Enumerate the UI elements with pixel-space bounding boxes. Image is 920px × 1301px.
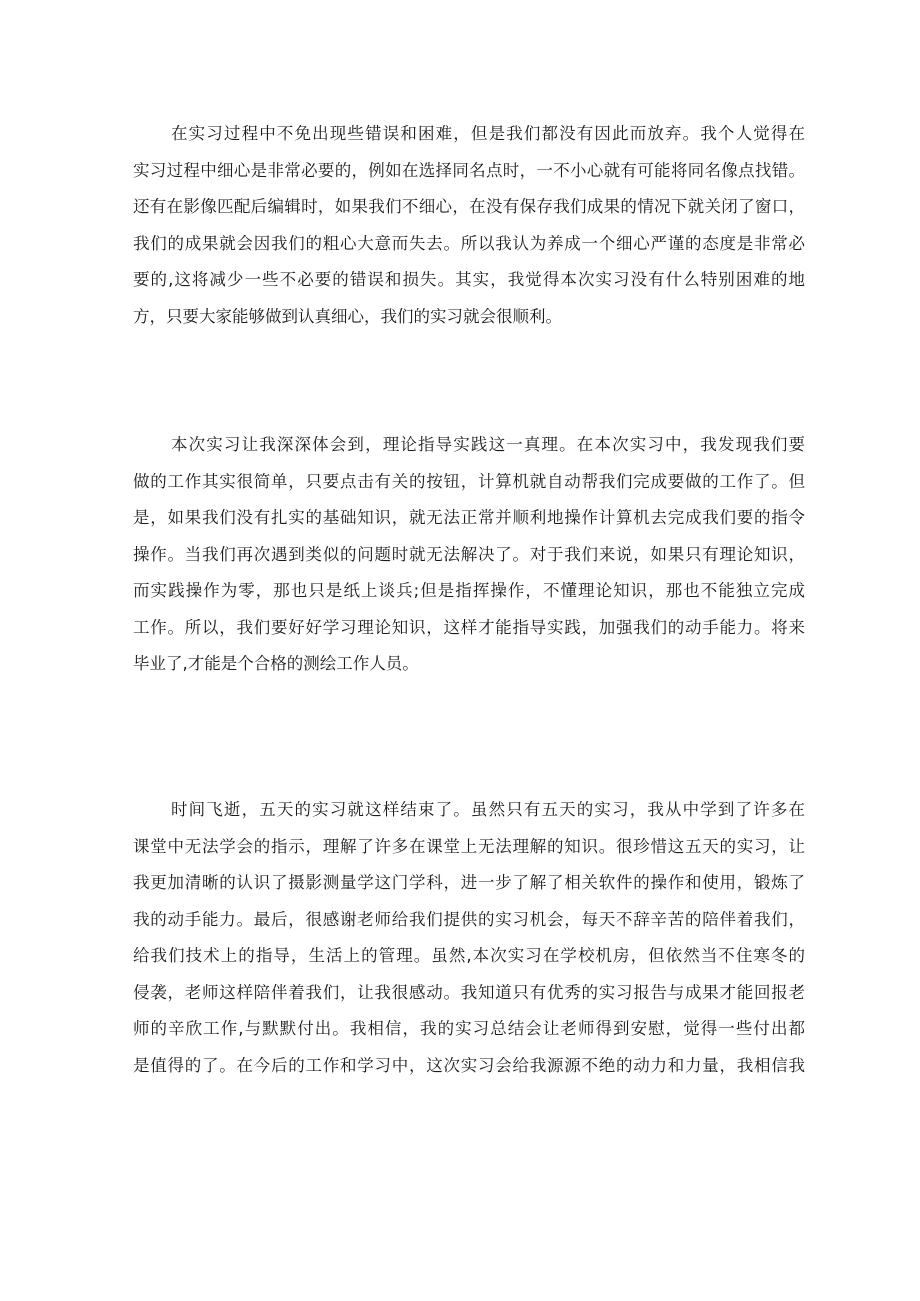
text-line: 时间飞逝，五天的实习就这样结束了。虽然只有五天的实习，我从中学到了许多在 (171, 800, 805, 819)
text-line: 方，只要大家能够做到认真细心，我们的实习就会很顺利。 (133, 306, 562, 326)
text-line: 还有在影像匹配后编辑时，如果我们不细心，在没有保存我们成果的情况下就关闭了窗口， (133, 197, 805, 216)
paragraph-3 (133, 792, 805, 1084)
text-line: 侵袭，老师这样陪伴着我们，让我很感动。我知道只有优秀的实习报告与成果才能回报老 (133, 982, 805, 1002)
text-line: 做的工作其实很简单，只要点击有关的按钮，计算机就自动帮我们完成要做的工作了。但 (133, 471, 805, 491)
paragraph-2 (133, 427, 805, 683)
text-line: 而实践操作为零，那也只是纸上谈兵;但是指挥操作，不懂理论知识，那也不能独立完成 (133, 581, 805, 600)
text-line: 工作。所以，我们要好好学习理论知识，这样才能指导实践，加强我们的动手能力。将来 (133, 617, 805, 637)
text-line: 在实习过程中不免出现些错误和困难，但是我们都没有因此而放弃。我个人觉得在 (171, 124, 805, 143)
text-line: 给我们技术上的指导，生活上的管理。虽然,本次实习在学校机房，但依然当不住寒冬的 (133, 946, 805, 965)
text-line: 我们的成果就会因我们的粗心大意而失去。所以我认为养成一个细心严谨的态度是非常必 (133, 233, 805, 253)
text-line: 师的辛欣工作,与默默付出。我相信，我的实习总结会让老师得到安慰，觉得一些付出都 (133, 1019, 805, 1038)
text-line: 毕业了,才能是个合格的测绘工作人员。 (133, 654, 419, 673)
text-line: 课堂中无法学会的指示，理解了许多在课堂上无法理解的知识。很珍惜这五天的实习，让 (133, 836, 805, 856)
text-line: 实习过程中细心是非常必要的，例如在选择同名点时，一不小心就有可能将同名像点找错。 (133, 160, 805, 180)
text-line: 要的,这将减少一些不必要的错误和损失。其实，我觉得本次实习没有什么特别困难的地 (133, 270, 805, 289)
text-line: 是，如果我们没有扎实的基础知识，就无法正常并顺利地操作计算机去完成我们要的指令 (133, 508, 805, 527)
text-line: 我更加清晰的认识了摄影测量学这门学科，进一步了解了相关软件的操作和使用，锻炼了 (133, 873, 805, 892)
text-line: 是值得的了。在今后的工作和学习中，这次实习会给我源源不绝的动力和力量，我相信我 (133, 1055, 805, 1075)
text-line: 本次实习让我深深体会到，理论指导实践这一真理。在本次实习中，我发现我们要 (171, 435, 805, 454)
text-line: 操作。当我们再次遇到类似的问题时就无法解决了。对于我们来说，如果只有理论知识， (133, 544, 805, 564)
paragraph-1 (133, 116, 805, 335)
text-line: 我的动手能力。最后，很感谢老师给我们提供的实习机会，每天不辞辛苦的陪伴着我们， (133, 909, 805, 929)
